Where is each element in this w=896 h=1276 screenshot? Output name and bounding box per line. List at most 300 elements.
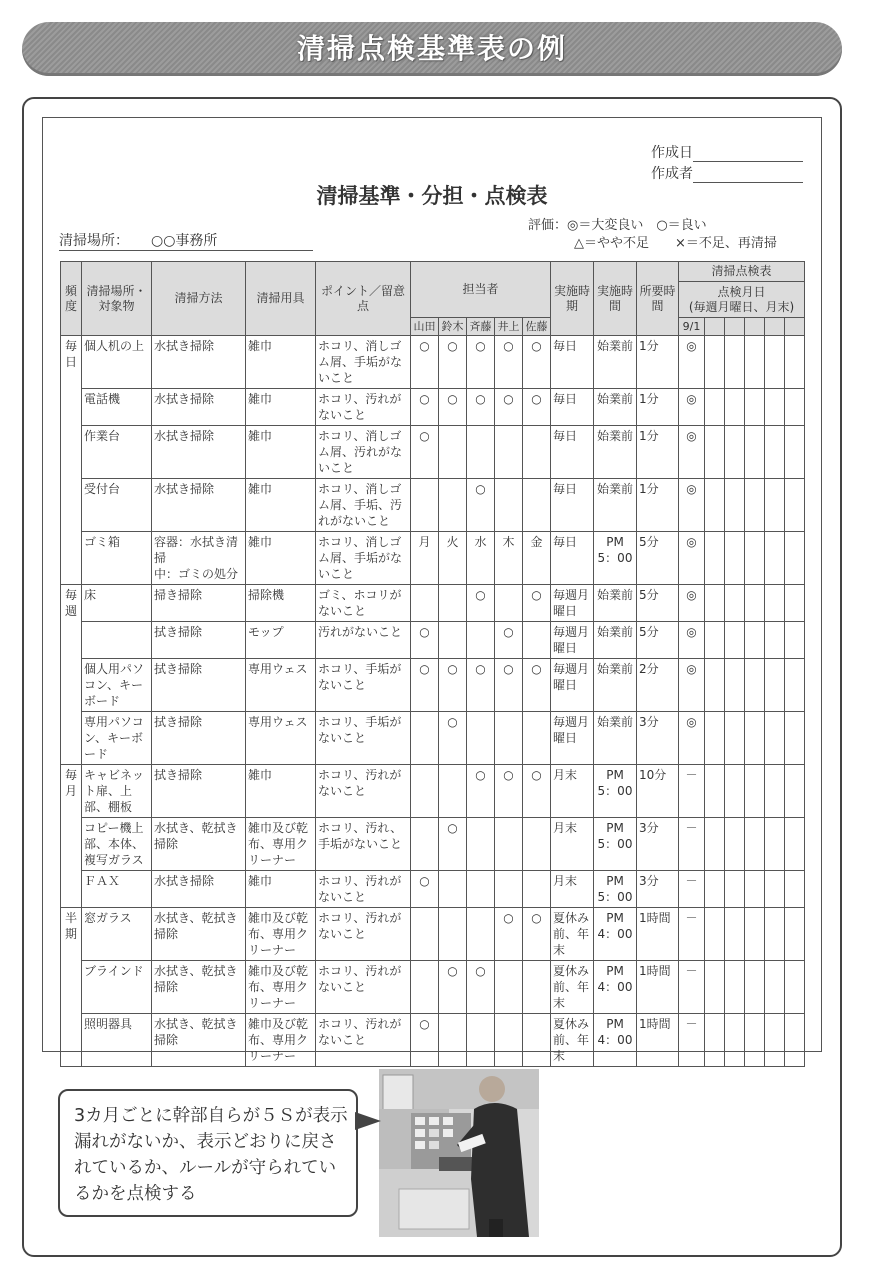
time-cell: PM 4：00 xyxy=(594,961,637,1014)
check-cell xyxy=(705,426,725,479)
duration-cell: 5分 xyxy=(637,532,679,585)
method-cell: 掃き掃除 xyxy=(152,585,246,622)
target-cell: キャビネット扉、上部、棚板 xyxy=(82,765,152,818)
staff-mark-cell: ○ xyxy=(467,765,495,818)
check-cell xyxy=(705,532,725,585)
evaluation-cell: ◎ xyxy=(679,532,705,585)
check-cell xyxy=(745,479,765,532)
check-cell xyxy=(785,585,805,622)
point-cell: ホコリ、汚れがないこと xyxy=(316,765,411,818)
frequency-cell: 毎週 xyxy=(61,585,82,765)
time-cell: 始業前 xyxy=(594,712,637,765)
check-cell xyxy=(765,389,785,426)
time-cell: PM 4：00 xyxy=(594,908,637,961)
staff-mark-cell xyxy=(523,712,551,765)
staff-mark-cell xyxy=(495,818,523,871)
check-cell xyxy=(725,765,745,818)
staff-mark-cell xyxy=(411,765,439,818)
duration-cell: 1時間 xyxy=(637,961,679,1014)
staff-mark-cell xyxy=(439,622,467,659)
header-check-date xyxy=(679,282,805,318)
method-cell: 水拭き掃除 xyxy=(152,389,246,426)
check-cell xyxy=(705,871,725,908)
check-cell xyxy=(785,818,805,871)
banner-title: 清掃点検基準表の例 xyxy=(296,32,567,65)
staff-mark-cell: ○ xyxy=(411,871,439,908)
header-time: 実施時間 xyxy=(594,262,637,336)
target-cell: ゴミ箱 xyxy=(82,532,152,585)
check-cell xyxy=(705,585,725,622)
evaluation-cell: － xyxy=(679,1014,705,1067)
tool-cell: 専用ウェス xyxy=(246,659,316,712)
header-duration: 所要時間 xyxy=(637,262,679,336)
check-cell xyxy=(785,336,805,389)
staff-mark-cell xyxy=(495,712,523,765)
check-cell xyxy=(725,585,745,622)
evaluation-cell: － xyxy=(679,765,705,818)
evaluation-cell: ◎ xyxy=(679,389,705,426)
time-cell: PM 5：00 xyxy=(594,532,637,585)
time-cell: 始業前 xyxy=(594,389,637,426)
check-cell xyxy=(745,585,765,622)
check-cell xyxy=(725,908,745,961)
point-cell: ホコリ、汚れがないこと xyxy=(316,871,411,908)
time-cell: 始業前 xyxy=(594,585,637,622)
staff-mark-cell: 木 xyxy=(495,532,523,585)
timing-cell: 毎日 xyxy=(551,389,594,426)
point-cell: ホコリ、汚れがないこと xyxy=(316,908,411,961)
check-cell xyxy=(785,871,805,908)
target-cell: 個人机の上 xyxy=(82,336,152,389)
staff-mark-cell: 月 xyxy=(411,532,439,585)
staff-mark-cell xyxy=(439,871,467,908)
check-cell xyxy=(705,908,725,961)
frequency-cell: 半期 xyxy=(61,908,82,1067)
method-cell: 水拭き、乾拭き掃除 xyxy=(152,908,246,961)
check-cell xyxy=(725,479,745,532)
staff-mark-cell xyxy=(495,1014,523,1067)
staff-mark-cell xyxy=(439,479,467,532)
check-cell xyxy=(725,336,745,389)
check-cell xyxy=(765,479,785,532)
staff-mark-cell: ○ xyxy=(523,659,551,712)
point-cell: 汚れがないこと xyxy=(316,622,411,659)
target-cell: 照明器具 xyxy=(82,1014,152,1067)
method-cell: 容器：水拭き清掃 中：ゴミの処分 xyxy=(152,532,246,585)
staff-mark-cell: ○ xyxy=(411,659,439,712)
timing-cell: 毎週月曜日 xyxy=(551,712,594,765)
duration-cell: 3分 xyxy=(637,712,679,765)
staff-mark-cell: ○ xyxy=(411,622,439,659)
table-body xyxy=(61,336,805,1067)
created-date-line xyxy=(693,148,803,162)
staff-mark-cell: ○ xyxy=(495,336,523,389)
staff-mark-cell xyxy=(523,871,551,908)
callout-pointer xyxy=(355,1112,381,1130)
target-cell: 作業台 xyxy=(82,426,152,479)
check-cell xyxy=(745,871,765,908)
check-cell xyxy=(725,871,745,908)
check-cell xyxy=(745,1014,765,1067)
check-cell xyxy=(705,622,725,659)
check-cell xyxy=(785,712,805,765)
staff-mark-cell xyxy=(411,961,439,1014)
timing-cell: 毎日 xyxy=(551,426,594,479)
staff-mark-cell xyxy=(467,818,495,871)
staff-mark-cell xyxy=(411,818,439,871)
place-label: 清掃場所： xyxy=(59,233,129,249)
point-cell: ホコリ、消しゴム屑、汚れがないこと xyxy=(316,426,411,479)
check-cell xyxy=(785,479,805,532)
table-row xyxy=(61,659,805,712)
tool-cell: 専用ウェス xyxy=(246,712,316,765)
place-value: ○○事務所 xyxy=(151,233,218,249)
timing-cell: 毎週月曜日 xyxy=(551,585,594,622)
check-cell xyxy=(785,426,805,479)
tool-cell: 雑巾及び乾布、専用クリーナー xyxy=(246,908,316,961)
method-cell: 水拭き、乾拭き掃除 xyxy=(152,961,246,1014)
staff-mark-cell: ○ xyxy=(411,426,439,479)
time-cell: 始業前 xyxy=(594,622,637,659)
frequency-cell: 毎日 xyxy=(61,336,82,585)
duration-cell: 5分 xyxy=(637,585,679,622)
staff-mark-cell xyxy=(411,479,439,532)
duration-cell: 2分 xyxy=(637,659,679,712)
staff-mark-cell: 火 xyxy=(439,532,467,585)
check-date-cell: 9/1 xyxy=(679,318,705,336)
point-cell: ホコリ、汚れがないこと xyxy=(316,961,411,1014)
check-cell xyxy=(725,659,745,712)
check-cell xyxy=(785,961,805,1014)
staff-mark-cell: ○ xyxy=(523,336,551,389)
table-row xyxy=(61,389,805,426)
table-row xyxy=(61,712,805,765)
point-cell: ホコリ、消しゴム屑、手垢がないこと xyxy=(316,532,411,585)
tool-cell: 掃除機 xyxy=(246,585,316,622)
target-cell: 個人用パソコン、キーボード xyxy=(82,659,152,712)
staff-mark-cell xyxy=(495,426,523,479)
target-cell xyxy=(82,622,152,659)
table-row xyxy=(61,1014,805,1067)
timing-cell: 毎日 xyxy=(551,336,594,389)
staff-mark-cell xyxy=(495,871,523,908)
staff-mark-cell: ○ xyxy=(439,659,467,712)
check-date-note: (毎週月曜日、月末) xyxy=(688,299,795,314)
tool-cell: 雑巾及び乾布、専用クリーナー xyxy=(246,818,316,871)
staff-mark-cell xyxy=(523,426,551,479)
time-cell: PM 4：00 xyxy=(594,1014,637,1067)
staff-mark-cell: ○ xyxy=(523,389,551,426)
check-cell xyxy=(705,659,725,712)
check-date-cell xyxy=(745,318,765,336)
time-cell: 始業前 xyxy=(594,426,637,479)
staff-mark-cell xyxy=(495,479,523,532)
check-cell xyxy=(745,426,765,479)
tool-cell: 雑巾 xyxy=(246,389,316,426)
staff-mark-cell xyxy=(467,426,495,479)
staff-mark-cell xyxy=(523,1014,551,1067)
check-cell xyxy=(765,659,785,712)
evaluation-cell: ◎ xyxy=(679,585,705,622)
staff-mark-cell: ○ xyxy=(523,908,551,961)
sheet-title: 清掃基準・分担・点検表 xyxy=(316,184,548,208)
check-cell xyxy=(765,871,785,908)
check-cell xyxy=(745,389,765,426)
staff-mark-cell: ○ xyxy=(523,585,551,622)
point-cell: ホコリ、手垢がないこと xyxy=(316,659,411,712)
staff-mark-cell: 金 xyxy=(523,532,551,585)
check-cell xyxy=(745,765,765,818)
point-cell: ホコリ、汚れがないこと xyxy=(316,1014,411,1067)
staff-mark-cell xyxy=(467,622,495,659)
rating-legend-2: △＝やや不足 ×＝不足、再清掃 xyxy=(574,236,777,251)
evaluation-cell: － xyxy=(679,818,705,871)
point-cell: ゴミ、ホコリがないこと xyxy=(316,585,411,622)
created-date-label: 作成日 xyxy=(651,145,693,161)
timing-cell: 毎日 xyxy=(551,479,594,532)
target-cell: 専用パソコン、キーボード xyxy=(82,712,152,765)
staff-mark-cell xyxy=(439,765,467,818)
check-date-cell xyxy=(725,318,745,336)
staff-mark-cell xyxy=(411,585,439,622)
staff-mark-cell: ○ xyxy=(495,622,523,659)
staff-mark-cell: ○ xyxy=(467,961,495,1014)
check-cell xyxy=(765,765,785,818)
staff-name: 斉藤 xyxy=(467,318,495,336)
staff-name: 鈴木 xyxy=(439,318,467,336)
frequency-cell: 毎月 xyxy=(61,765,82,908)
evaluation-cell: ◎ xyxy=(679,336,705,389)
duration-cell: 1分 xyxy=(637,426,679,479)
target-cell: コピー機上部、本体、複写ガラス xyxy=(82,818,152,871)
inspection-sheet xyxy=(42,117,822,1063)
check-cell xyxy=(705,818,725,871)
check-cell xyxy=(765,336,785,389)
check-cell xyxy=(745,818,765,871)
method-cell: 水拭き掃除 xyxy=(152,336,246,389)
timing-cell: 毎日 xyxy=(551,532,594,585)
check-cell xyxy=(745,622,765,659)
time-cell: 始業前 xyxy=(594,479,637,532)
header-tool: 清掃用具 xyxy=(246,262,316,336)
tool-cell: 雑巾 xyxy=(246,871,316,908)
staff-mark-cell: ○ xyxy=(439,818,467,871)
check-cell xyxy=(745,336,765,389)
check-cell xyxy=(765,908,785,961)
check-cell xyxy=(745,712,765,765)
tool-cell: 雑巾及び乾布、専用クリーナー xyxy=(246,961,316,1014)
check-cell xyxy=(785,908,805,961)
staff-name: 佐藤 xyxy=(523,318,551,336)
timing-cell: 夏休み前、年末 xyxy=(551,1014,594,1067)
tool-cell: 雑巾 xyxy=(246,336,316,389)
table-row xyxy=(61,818,805,871)
time-cell: PM 5：00 xyxy=(594,818,637,871)
evaluation-cell: － xyxy=(679,961,705,1014)
evaluation-cell: ◎ xyxy=(679,426,705,479)
table-row xyxy=(61,961,805,1014)
check-cell xyxy=(725,622,745,659)
staff-mark-cell xyxy=(467,908,495,961)
staff-mark-cell: ○ xyxy=(467,389,495,426)
table-row xyxy=(61,585,805,622)
check-cell xyxy=(705,389,725,426)
staff-mark-cell xyxy=(411,712,439,765)
duration-cell: 1分 xyxy=(637,389,679,426)
check-cell xyxy=(705,712,725,765)
check-cell xyxy=(785,389,805,426)
staff-name: 山田 xyxy=(411,318,439,336)
method-cell: 水拭き掃除 xyxy=(152,871,246,908)
staff-mark-cell xyxy=(439,426,467,479)
time-cell: 始業前 xyxy=(594,659,637,712)
staff-mark-cell: ○ xyxy=(495,908,523,961)
check-cell xyxy=(765,961,785,1014)
duration-cell: 1時間 xyxy=(637,1014,679,1067)
timing-cell: 月末 xyxy=(551,765,594,818)
created-date-field xyxy=(651,142,803,162)
check-cell xyxy=(705,479,725,532)
check-cell xyxy=(745,961,765,1014)
check-cell xyxy=(765,585,785,622)
header-point: ポイント／留意点 xyxy=(316,262,411,336)
staff-mark-cell: ○ xyxy=(411,389,439,426)
staff-mark-cell: 水 xyxy=(467,532,495,585)
table-row xyxy=(61,532,805,585)
check-cell xyxy=(725,961,745,1014)
timing-cell: 夏休み前、年末 xyxy=(551,961,594,1014)
tool-cell: 雑巾 xyxy=(246,765,316,818)
target-cell: 床 xyxy=(82,585,152,622)
check-cell xyxy=(705,336,725,389)
point-cell: ホコリ、汚れがないこと xyxy=(316,389,411,426)
method-cell: 水拭き掃除 xyxy=(152,426,246,479)
title-banner xyxy=(22,22,842,76)
header-timing: 実施時期 xyxy=(551,262,594,336)
point-cell: ホコリ、汚れ、手垢がないこと xyxy=(316,818,411,871)
timing-cell: 毎週月曜日 xyxy=(551,622,594,659)
evaluation-cell: ◎ xyxy=(679,659,705,712)
tool-cell: 雑巾 xyxy=(246,479,316,532)
staff-mark-cell xyxy=(439,908,467,961)
table-row xyxy=(61,426,805,479)
staff-mark-cell: ○ xyxy=(411,336,439,389)
check-cell xyxy=(725,389,745,426)
check-cell xyxy=(765,712,785,765)
check-date-cell xyxy=(765,318,785,336)
duration-cell: 10分 xyxy=(637,765,679,818)
point-cell: ホコリ、手垢がないこと xyxy=(316,712,411,765)
inspection-photo-image xyxy=(379,1069,539,1237)
check-cell xyxy=(765,818,785,871)
rating-legend-1: 評価：◎＝大変良い ○＝良い xyxy=(528,218,707,233)
evaluation-cell: ◎ xyxy=(679,479,705,532)
table-row xyxy=(61,871,805,908)
timing-cell: 夏休み前、年末 xyxy=(551,908,594,961)
timing-cell: 毎週月曜日 xyxy=(551,659,594,712)
timing-cell: 月末 xyxy=(551,818,594,871)
time-cell: PM 5：00 xyxy=(594,765,637,818)
table-row xyxy=(61,908,805,961)
duration-cell: 1時間 xyxy=(637,908,679,961)
check-cell xyxy=(765,532,785,585)
tool-cell: 雑巾 xyxy=(246,426,316,479)
staff-name: 井上 xyxy=(495,318,523,336)
check-cell xyxy=(745,908,765,961)
check-cell xyxy=(725,532,745,585)
check-date-cell xyxy=(705,318,725,336)
check-cell xyxy=(705,1014,725,1067)
evaluation-cell: ◎ xyxy=(679,622,705,659)
check-cell xyxy=(765,426,785,479)
check-cell xyxy=(705,961,725,1014)
check-cell xyxy=(785,659,805,712)
staff-mark-cell: ○ xyxy=(495,389,523,426)
check-cell xyxy=(745,659,765,712)
staff-mark-cell: ○ xyxy=(523,765,551,818)
staff-mark-cell xyxy=(467,712,495,765)
check-date-label: 点検月日 xyxy=(717,284,766,299)
method-cell: 水拭き、乾拭き掃除 xyxy=(152,1014,246,1067)
staff-mark-cell xyxy=(523,961,551,1014)
method-cell: 拭き掃除 xyxy=(152,712,246,765)
callout-text: 3カ月ごとに幹部自らが５Ｓが表示漏れがないか、表示どおりに戻されているか、ルールが守られているかを点検する xyxy=(74,1106,348,1204)
check-cell xyxy=(765,1014,785,1067)
staff-mark-cell xyxy=(439,1014,467,1067)
timing-cell: 月末 xyxy=(551,871,594,908)
point-cell: ホコリ、消しゴム屑、手垢がないこと xyxy=(316,336,411,389)
evaluation-cell: ◎ xyxy=(679,712,705,765)
table-row xyxy=(61,622,805,659)
check-cell xyxy=(745,532,765,585)
method-cell: 拭き掃除 xyxy=(152,765,246,818)
staff-mark-cell xyxy=(523,622,551,659)
tool-cell: 雑巾及び乾布、専用クリーナー xyxy=(246,1014,316,1067)
header-target: 清掃場所・対象物 xyxy=(82,262,152,336)
header-staff: 担当者 xyxy=(411,262,551,318)
check-cell xyxy=(725,712,745,765)
staff-mark-cell: ○ xyxy=(439,712,467,765)
cleaning-place xyxy=(59,230,313,251)
check-cell xyxy=(725,1014,745,1067)
evaluation-cell: － xyxy=(679,871,705,908)
target-cell: ブラインド xyxy=(82,961,152,1014)
staff-mark-cell: ○ xyxy=(467,336,495,389)
staff-mark-cell: ○ xyxy=(467,585,495,622)
target-cell: ＦＡＸ xyxy=(82,871,152,908)
time-cell: 始業前 xyxy=(594,336,637,389)
duration-cell: 3分 xyxy=(637,818,679,871)
method-cell: 拭き掃除 xyxy=(152,622,246,659)
staff-mark-cell: ○ xyxy=(411,1014,439,1067)
staff-mark-cell: ○ xyxy=(467,659,495,712)
method-cell: 拭き掃除 xyxy=(152,659,246,712)
target-cell: 窓ガラス xyxy=(82,908,152,961)
staff-mark-cell xyxy=(467,1014,495,1067)
staff-mark-cell: ○ xyxy=(495,659,523,712)
method-cell: 水拭き、乾拭き掃除 xyxy=(152,818,246,871)
check-cell xyxy=(785,1014,805,1067)
staff-mark-cell: ○ xyxy=(439,389,467,426)
tool-cell: 雑巾 xyxy=(246,532,316,585)
duration-cell: 1分 xyxy=(637,336,679,389)
check-date-cell xyxy=(785,318,805,336)
staff-mark-cell xyxy=(523,479,551,532)
staff-mark-cell xyxy=(467,871,495,908)
tool-cell: モップ xyxy=(246,622,316,659)
table-row xyxy=(61,765,805,818)
inspection-table xyxy=(60,261,805,1067)
